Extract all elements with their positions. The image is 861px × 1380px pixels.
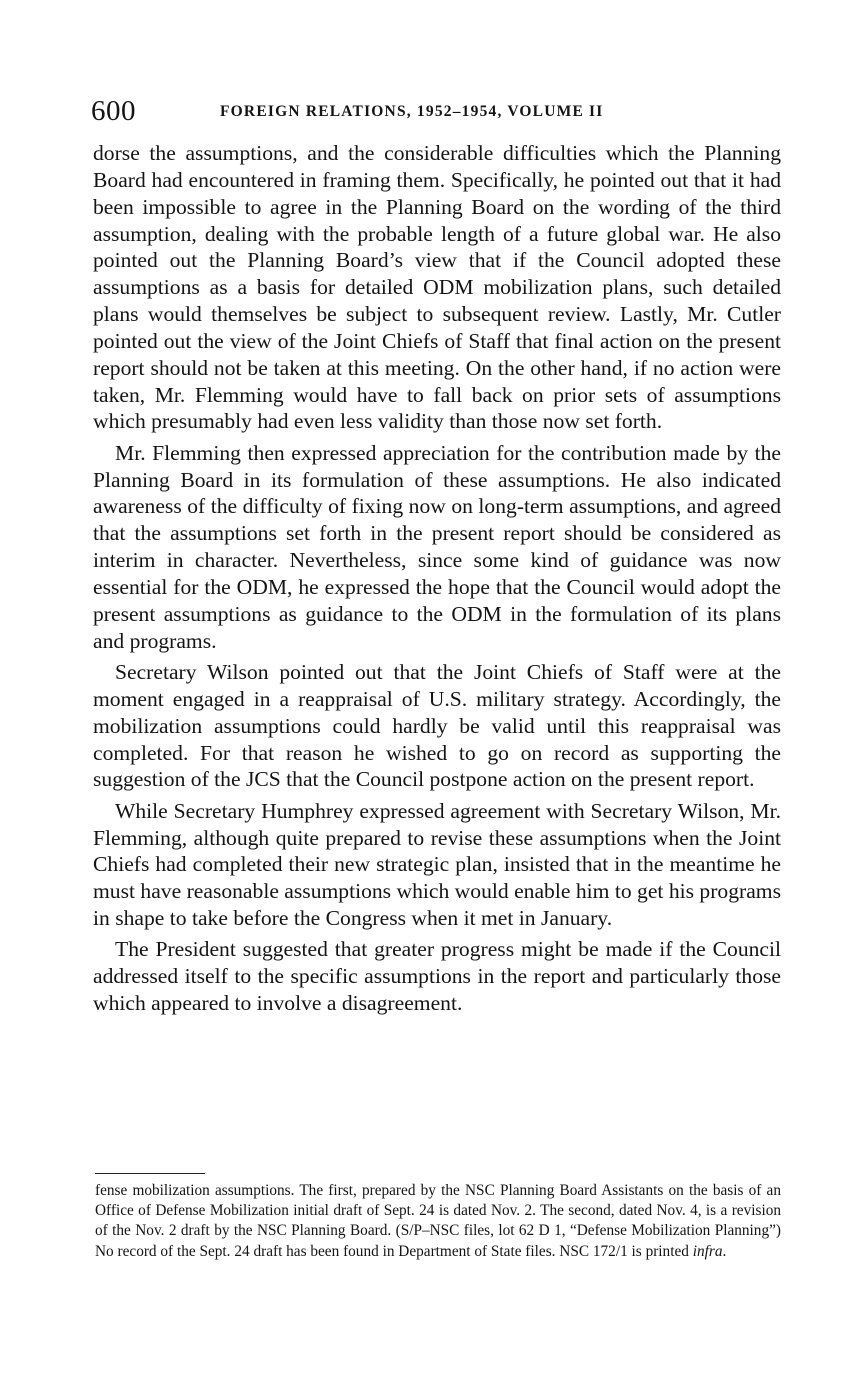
paragraph: Mr. Flemming then expressed appreciation for the contribution made by the Planning Board in its formulation of these assumptions. He also indicated awareness of the difficulty of fixing now on long-term assumptions, and agreed that the assumptions set forth in the present report should be considered as interim in character. Nevertheless, since some kind of guidance was now essential for the ODM, he expressed the hope that the Council would adopt the present assumptions as guidance to the ODM in the formulation of its plans and programs. xyxy=(93,440,781,653)
footnote-divider xyxy=(95,1173,205,1174)
body-text xyxy=(93,140,781,1017)
paragraph: dorse the assumptions, and the considerable difficulties which the Planning Board had encountered in framing them. Specifically, he pointed out that it had been impossible to agree in the Planning Board on the wording of the third assumption, dealing with the probable length of a future global war. He also pointed out the Planning Board’s view that if the Council adopted these assumptions as a basis for detailed ODM mobilization plans, such detailed plans would themselves be subject to subsequent review. Lastly, Mr. Cutler pointed out the view of the Joint Chiefs of Staff that final action on the present report should not be taken at this meeting. On the other hand, if no action were taken, Mr. Flemming would have to fall back on prior sets of assumptions which presumably had even less validity than those now set forth. xyxy=(93,141,781,434)
footnote-end: . xyxy=(722,1242,727,1260)
paragraph: While Secretary Humphrey expressed agreement with Secretary Wilson, Mr. Flemming, although quite prepared to revise these assumptions when the Joint Chiefs had completed their new strategic plan, insisted that in the meantime he must have reasonable assumptions which would enable him to get his programs in shape to take before the Congress when it met in January. xyxy=(93,798,781,931)
running-head: FOREIGN RELATIONS, 1952–1954, VOLUME II xyxy=(220,103,604,120)
paragraph: The President suggested that greater progress might be made if the Council addressed itself to the specific assumptions in the report and particularly those which appeared to involve a disagreement. xyxy=(93,937,781,1016)
footnote-italic: infra xyxy=(692,1242,723,1260)
page-number: 600 xyxy=(91,95,136,127)
page-header xyxy=(91,94,781,128)
footnote xyxy=(95,1181,781,1262)
footnote-text: fense mobilization assumptions. The first, prepared by the NSC Planning Board Assistants on the basis of an Office of Defense Mobilization initial draft of Sept. 24 is dated Nov. 2. The second, dated Nov. 4, is a revision of the Nov. 2 draft by the NSC Planning Board. (S/P–NSC files, lot 62 D 1, “Defense Mobilization Planning”) No record of the Sept. 24 draft has been found in Department of State files. NSC 172/1 is printed xyxy=(95,1182,781,1260)
paragraph: Secretary Wilson pointed out that the Joint Chiefs of Staff were at the moment engaged in a reappraisal of U.S. military strategy. Accordingly, the mobilization assumptions could hardly be valid until this reappraisal was completed. For that reason he wished to go on record as supporting the suggestion of the JCS that the Council postpone action on the present report. xyxy=(93,660,781,792)
